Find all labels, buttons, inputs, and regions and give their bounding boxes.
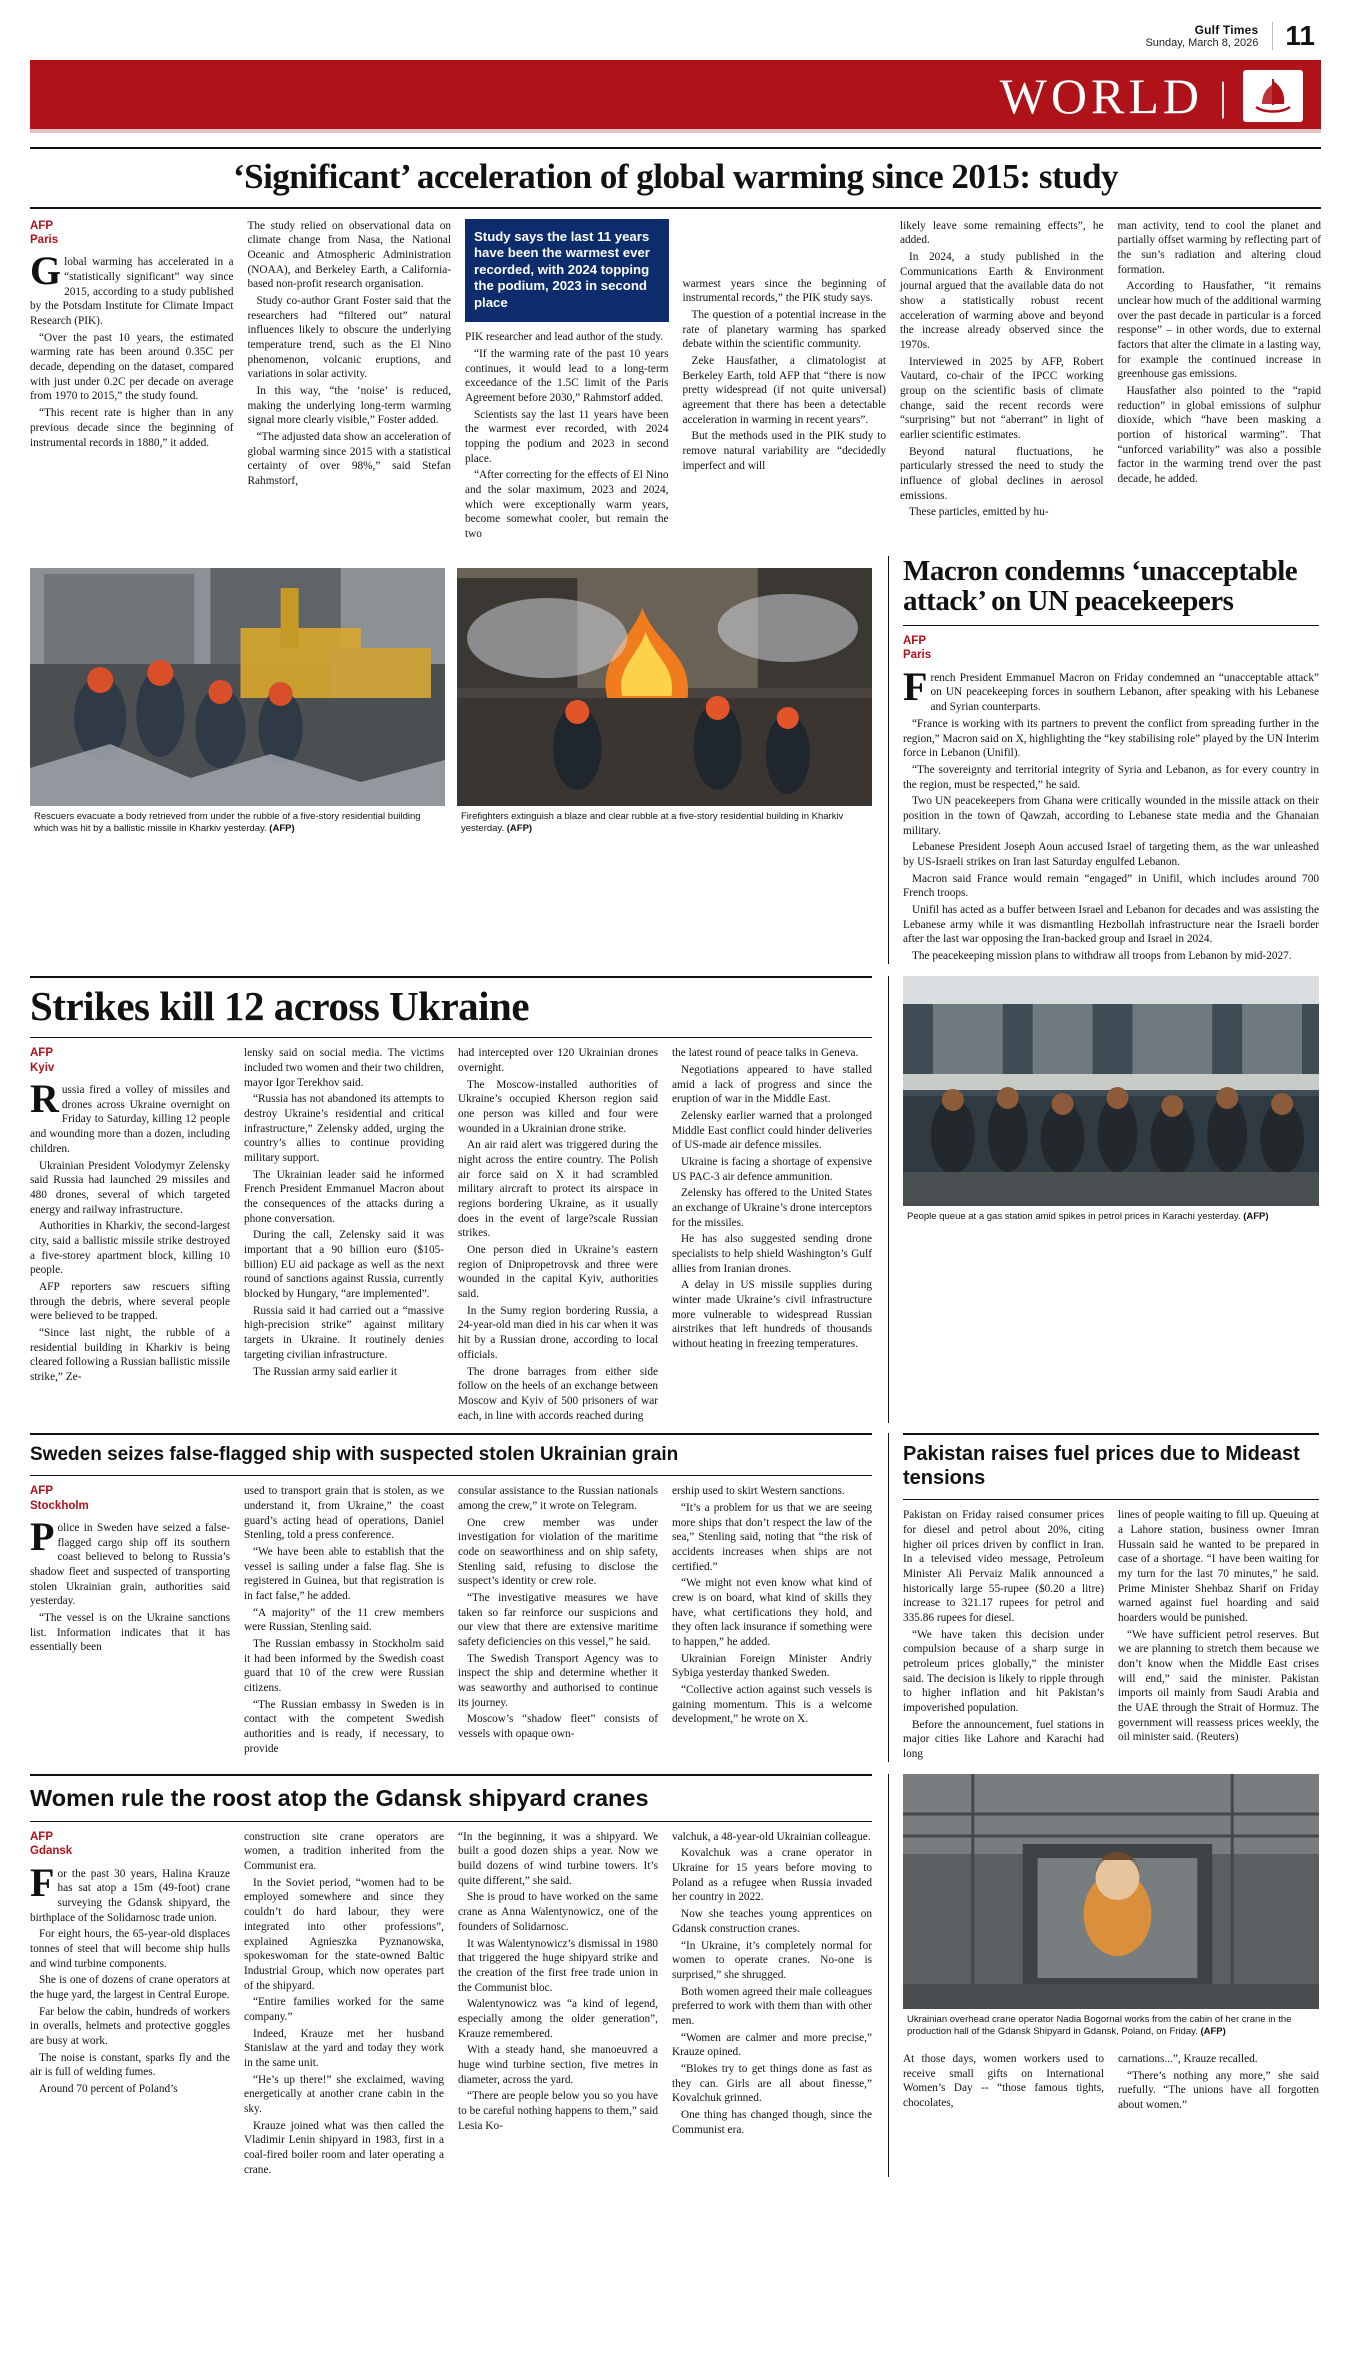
story-sweden-under-rule xyxy=(30,1475,872,1476)
paragraph: The peacekeeping mission plans to withdraw all troops from Lebanon by mid-2027. xyxy=(912,949,1292,962)
paragraph: “In the beginning, it was a shipyard. We built a good dozen ships a year. Now we build dozens of wind turbine towers. It’s quite different,” she said. xyxy=(458,1830,658,1887)
paragraph: The study relied on observational data on climate change from Nasa, the National Oceanic and Atmospheric Administration (NOAA), and Berkeley Earth, a California-based non-profit research organisation. xyxy=(247,219,451,291)
story-climate-col-2 xyxy=(248,219,452,542)
paragraph: “There are people below you so you have to be careful nothing happens to them,” said Lesia Ko- xyxy=(458,2090,658,2132)
paragraph: Zelensky earlier warned that a prolonged Middle East conflict could hinder deliveries of US-made air defence missiles. xyxy=(672,1110,872,1152)
paragraph: “Russia has not abandoned its attempts to destroy Ukraine’s residential and critical infrastructure,” Zelensky added, urging the country’s allies to continue providing military support. xyxy=(244,1093,444,1165)
paragraph: warmest years since the beginning of instrumental records,” the PIK study says. xyxy=(682,277,886,305)
paragraph: A delay in US missile supplies during winter made Ukraine’s civil infrastructure more vulnerable to widespread Russian airstrikes that left hundreds of thousands without heating in freezing temperatures. xyxy=(672,1279,872,1351)
story-climate-col-4 xyxy=(683,219,887,542)
story-sweden-col3-text xyxy=(458,1484,658,1741)
photo-fuel-queue xyxy=(903,976,1319,1206)
story-strikes-headline: Strikes kill 12 across Ukraine xyxy=(30,982,530,1029)
story-strikes-col-4 xyxy=(672,1046,872,1423)
byline-place: Paris xyxy=(30,234,59,247)
story-women-under-rule xyxy=(30,1821,872,1822)
paragraph: construction site crane operators are women, a tradition inherited from the Communist era. xyxy=(244,1830,444,1873)
caption-text: Ukrainian overhead crane operator Nadia Bogornal works from the cabin of her crane in the production hall of the Gdansk Shipyard in Gdansk, Poland, on Friday. xyxy=(907,2013,1292,2037)
paragraph: These particles, emitted by hu- xyxy=(909,506,1049,519)
paragraph: Both women agreed their male colleagues preferred to work with them than with other men. xyxy=(672,1985,872,2027)
byline-agency: AFP xyxy=(30,1830,53,1843)
caption-credit: (AFP) xyxy=(1243,1210,1269,1222)
photo-strip xyxy=(30,568,872,841)
story-women-overflow-columns xyxy=(903,2052,1319,2113)
caption-text: Firefighters extinguish a blaze and clear rubble at a five-story residential building in Kharkiv yesterday. xyxy=(461,810,844,834)
paragraph: “The investigative measures we have taken so far reinforce our suspicions and our view that there are extensive maritime safety deficiencies on this vessel,” he said. xyxy=(458,1591,658,1648)
story-pakistan-col-1 xyxy=(903,1508,1104,1761)
crane-photo-block xyxy=(888,1774,1319,2177)
story-macron-headline: Macron condemns ‘unacceptable attack’ on UN peacekeepers xyxy=(903,554,1298,618)
paragraph: Study co-author Grant Foster said that the researchers had “filtered out” natural influences likely to obscure the underlying temperature trend, such as the El Nino phenomenon, volcanic eruptions, and variations in solar activity. xyxy=(247,295,451,381)
story-strikes-col-1 xyxy=(30,1046,230,1423)
section-title: WORLD xyxy=(999,68,1203,124)
story-strikes-col2-text xyxy=(244,1046,444,1379)
paragraph: At those days, women workers used to receive small gifts on International Women’s Day -- “those famous tights, chocolates, xyxy=(903,2053,1104,2110)
paragraph: “In Ukraine, it’s completely normal for women to operate cranes. No-one is surprised,” she shrugged. xyxy=(672,1939,872,1981)
paragraph: But the methods used in the PIK study to remove natural variability are “decidedly imperfect and will xyxy=(682,430,886,472)
paragraph: AFP reporters saw rescuers sifting through the debris, where several people were believed to be trapped. xyxy=(30,1280,230,1323)
section-band-shadow xyxy=(30,129,1321,133)
story-macron xyxy=(888,556,1319,964)
paragraph: French President Emmanuel Macron on Friday condemned an “unacceptable attack” on UN peacekeeping forces in southern Lebanon, after speaking with his Lebanese and Syrian counterparts. xyxy=(903,663,1319,714)
paragraph: With a steady hand, she manoeuvred a huge wind turbine section, five metres in diameter, across the yard. xyxy=(458,2044,658,2086)
paragraph: “It’s a problem for us that we are seeing more ships that don’t respect the law of the sea,” Stenling said, noting that “the risk of accidents increases when ships are not certified.” xyxy=(672,1501,872,1573)
story-women xyxy=(30,1774,872,2177)
story-pakistan-headline: Pakistan raises fuel prices due to Mideast tensions xyxy=(903,1443,1300,1489)
story-climate-headline: ‘Significant’ acceleration of global warming since 2015: study xyxy=(232,157,1119,196)
paragraph: Russia fired a volley of missiles and drones across Ukraine overnight on Friday to Saturday, killing 12 people and wounding more than a dozen, including children. xyxy=(30,1076,230,1155)
photo-fuel-caption xyxy=(903,1206,1319,1229)
paragraph: The Russian army said earlier it xyxy=(253,1365,397,1378)
women-and-crane-row xyxy=(30,1774,1321,2177)
publication-date: Sunday, March 8, 2026 xyxy=(1145,37,1259,50)
paragraph: Authorities in Kharkiv, the second-largest city, said a ballistic missile strike destroyed a five-storey apartment block, killing 10 people. xyxy=(30,1220,230,1277)
story-pakistan-col1-text xyxy=(903,1508,1104,1761)
paragraph: Lebanese President Joseph Aoun accused Israel of targeting them, as the war unleashed by US-Israeli strikes on Iran last Saturday engulfed Lebanon. xyxy=(903,841,1319,868)
story-women-col-2 xyxy=(244,1830,444,2177)
paragraph: For eight hours, the 65-year-old displaces tonnes of steel that will become ship hulls and wind turbine components. xyxy=(30,1928,230,1970)
paragraph: The question of a potential increase in the rate of planetary warming has sparked debate within the scientific community. xyxy=(682,309,886,351)
paragraph: Before the announcement, fuel stations in major cities like Lahore and Karachi had long xyxy=(903,1718,1104,1761)
photo-strip-block xyxy=(30,556,872,964)
paragraph: It was Walentynowicz’s dismissal in 1980 that triggered the huge shipyard strike and the creation of the first free trade union in the Communist bloc. xyxy=(458,1937,658,1994)
paragraph: He has also suggested sending drone specialists to help shield Washington’s Gulf allies from Iranian drones. xyxy=(672,1233,872,1275)
byline-agency: AFP xyxy=(30,219,53,232)
paragraph: “The Russian embassy in Sweden is in contact with the competent Swedish authorities and is ready, if necessary, to provide xyxy=(244,1698,444,1755)
paragraph: “We have been able to establish that the vessel is sailing under a false flag. She is registered in Guinea, but that registration is in fact false,” he added. xyxy=(244,1545,444,1602)
caption-credit: (AFP) xyxy=(1200,2025,1226,2037)
story-pakistan-columns xyxy=(903,1508,1319,1761)
story-pakistan-under-rule xyxy=(903,1499,1319,1500)
story-strikes-col4-text xyxy=(672,1046,872,1351)
paragraph: Far below the cabin, hundreds of workers in overalls, helmets and protective goggles are busy at work. xyxy=(30,2005,230,2047)
story-climate-under-rule xyxy=(30,207,1321,209)
photo-firefighters xyxy=(457,568,872,806)
page-number: 11 xyxy=(1272,22,1315,50)
paragraph: likely leave some remaining effects”, he added. xyxy=(900,219,1104,247)
paragraph: She is one of dozens of crane operators at the huge yard, the largest in Central Europe. xyxy=(30,1974,230,2001)
paragraph: “This recent rate is higher than in any previous decade since the beginning of instrumental records in 1880,” it added. xyxy=(30,407,234,449)
caption-text: People queue at a gas station amid spikes in petrol prices in Karachi yesterday. xyxy=(907,1210,1244,1222)
paragraph: Ukrainian President Volodymyr Zelensky said Russia had launched 29 missiles and 480 drones, several of which targeted energy and railway infrastructure. xyxy=(30,1159,230,1216)
photos-and-macron-row xyxy=(30,556,1321,964)
byline-agency: AFP xyxy=(903,635,926,648)
paragraph: The Ukrainian leader said he informed French President Emmanuel Macron about the consequences of the attacks during a phone conversation. xyxy=(244,1168,444,1225)
story-climate-col-6 xyxy=(1118,219,1322,542)
paragraph: Unifil has acted as a buffer between Israel and Lebanon for decades and was assisting the Lebanese army while it was dismantling Hezbollah infrastructure near the Israeli border after the last war opposing the Iran-backed group and Israel in 2024. xyxy=(903,903,1319,946)
story-strikes-col-2 xyxy=(244,1046,444,1423)
story-climate-col-1 xyxy=(30,219,234,542)
story-women-col-3 xyxy=(458,1830,658,2177)
story-climate-col5-text xyxy=(900,219,1104,520)
story-macron-text xyxy=(903,663,1320,964)
paragraph: “Collective action against such vessels is gaining momentum. This is a welcome development,” he wrote on X. xyxy=(672,1683,872,1726)
paragraph: Ukraine is facing a shortage of expensive US PAC-3 air defence ammunition. xyxy=(672,1156,872,1183)
story-climate-columns xyxy=(30,219,1321,542)
paragraph: According to Hausfather, “it remains unclear how much of the additional warming over the past decade in particular is a forced response” – in other words, due to external factors that alter the climate in a lasting way, for example the continued increase in greenhouse gas emissions. xyxy=(1117,280,1321,381)
paragraph: lines of people waiting to fill up. Queuing at a Lahore station, business owner Imran Hussain said he wanted to be prepared in case of a shortage. “I have been waiting for my turn for the last 70 minutes,” he said. Prime Minister Shehbaz Sharif on Friday warned against fuel hoarding and said hoarders would be punished. xyxy=(1118,1509,1319,1625)
story-women-col4-text xyxy=(672,1830,872,2137)
story-sweden-columns xyxy=(30,1484,872,1756)
story-sweden-col-3 xyxy=(458,1484,658,1756)
story-climate xyxy=(30,147,1321,542)
paragraph: had intercepted over 120 Ukrainian drones overnight. xyxy=(458,1047,658,1075)
paragraph: Hausfather also pointed to the “rapid reduction” in global emissions of sulphur dioxide, which “have been masking a portion of historical warming”. That “unforced variability” was also a possible factor in the warming trend over the past decade, he added. xyxy=(1117,385,1321,486)
caption-credit: (AFP) xyxy=(269,822,295,834)
byline-agency: AFP xyxy=(30,1047,53,1060)
paragraph: Zeke Hausfather, a climatologist at Berkeley Earth, told AFP that “there is now pretty widespread (if not quite universal) agreement that there has been a detectable acceleration in warming in recent years”. xyxy=(682,355,886,426)
paragraph: “Blokes try to get things done as fast as they can. Girls are all about finesse,” Kovalchuk grinned. xyxy=(672,2062,872,2105)
story-sweden-col-4 xyxy=(672,1484,872,1756)
paragraph: One person died in Ukraine’s eastern region of Dnipropetrovsk and three were wounded in the capital Kyiv, authorities said. xyxy=(458,1244,658,1301)
story-women-col-4 xyxy=(672,1830,872,2177)
caption-credit: (AFP) xyxy=(506,822,533,834)
paragraph: man activity, tend to cool the planet and partially offset warming by reflecting part of the sun’s radiation and altering cloud formation. xyxy=(1117,219,1321,276)
paragraph: “We have sufficient petrol reserves. But we are planning to stretch them because we don’t know when the Middle East crises will end,” said the minister. Pakistan imports oil mainly from Saudi Arabia and the UAE through the Strait of Hormuz. The government will reassess prices weekly, the oil minister said. (Reuters) xyxy=(1118,1628,1319,1744)
section-band xyxy=(30,63,1321,129)
story-women-columns xyxy=(30,1830,872,2177)
paragraph: For the past 30 years, Halina Krauze has sat atop a 15m (49-foot) crane surveying the Gdansk shipyard, the birthplace of the Solidarnosc trade union. xyxy=(30,1859,230,1924)
paragraph: “Women are calmer and more precise,” Krauze opined. xyxy=(672,2031,872,2059)
paragraph: “We might not even know what kind of crew is on board, what kind of skills they have, what certifications they hold, and they often lack insurance if something were to happen,” he added. xyxy=(672,1577,872,1648)
paragraph: consular assistance to the Russian nationals among the crew,” it wrote on Telegram. xyxy=(458,1485,658,1512)
story-climate-col-3 xyxy=(465,219,669,542)
story-sweden-col-1 xyxy=(30,1484,230,1756)
paragraph: “If the warming rate of the past 10 years continues, it would lead to a long-term exceedance of the 1.5C limit of the Paris Agreement before 2030,” Rahmstorf added. xyxy=(465,347,669,404)
photo-crane-caption xyxy=(903,2009,1319,2044)
paragraph: In this way, “the ‘noise’ is reduced, making the underlying long-term warming signal more clearly visible,” Foster added. xyxy=(247,385,451,427)
paragraph: Police in Sweden have seized a false-flagged cargo ship off its southern coast believed to belong to Russia’s shadow fleet and suspected of transporting stolen Ukrainian grain, authorities said yesterday. xyxy=(30,1513,230,1608)
paragraph: “After correcting for the effects of El Nino and the solar maximum, 2023 and 2024, which were exceptionally warm years, become somewhat cooler, but remain the two xyxy=(465,469,669,540)
paragraph: The noise is constant, sparks fly and the air is full of welding fumes. xyxy=(30,2051,230,2079)
paragraph: Indeed, Krauze met her husband Stanislaw at the yard and today they work in the same unit. xyxy=(244,2027,444,2069)
paragraph: “Since last night, the rubble of a residential building in Kharkiv is being cleared following a Russian ballistic missile strike,” Ze- xyxy=(30,1326,230,1383)
paragraph: The Swedish Transport Agency was to inspect the ship and determine whether it was seaworthy and authorised to continue its journey. xyxy=(458,1652,658,1709)
paragraph: Kovalchuk was a crane operator in Ukraine for 15 years before moving to Poland as a refugee when Russia invaded her country in 2022. xyxy=(672,1847,872,1904)
paragraph: PIK researcher and lead author of the study. xyxy=(465,331,664,344)
paragraph: carnations...”, Krauze recalled. xyxy=(1118,2053,1258,2066)
story-women-col5-text xyxy=(903,2052,1104,2111)
byline-place: Paris xyxy=(903,649,932,662)
story-women-col-6 xyxy=(1118,2052,1319,2113)
paragraph: Interviewed in 2025 by AFP, Robert Vautard, co-chair of the IPCC working group on the scientific basis of climate change, said the recent records were “surprising” but not “aberrant” in light of earlier scientific estimates. xyxy=(900,355,1104,442)
paragraph: the latest round of peace talks in Geneva. xyxy=(672,1047,859,1060)
story-women-col1-text xyxy=(30,1859,230,2097)
paragraph: “A majority” of the 11 crew members were Russian, Stenling said. xyxy=(244,1606,444,1634)
gulf-times-logo-icon xyxy=(1243,70,1303,122)
paragraph: “We have taken this decision under compulsion because of a sharp surge in petroleum prices globally,” the minister said. The decision is likely to ripple through to higher inflation and hit Pakistan’s impoverished population. xyxy=(903,1628,1104,1715)
paragraph: used to transport grain that is stolen, as we understand it, from Ukraine,” the coast guard’s acting head of operations, Daniel Stenling, told a press conference. xyxy=(244,1485,444,1542)
story-strikes-under-rule xyxy=(30,1037,872,1038)
paragraph: “The adjusted data show an acceleration of global warming since 2015 with a statistical certainty of over 98%,” said Stefan Rahmstorf, xyxy=(247,431,451,488)
section-divider: | xyxy=(1218,73,1227,119)
story-sweden-col4-text xyxy=(672,1484,872,1727)
byline-place: Stockholm xyxy=(30,1499,89,1512)
paragraph: Macron said France would remain “engaged” in Unifil, which includes around 700 French troops. xyxy=(903,872,1319,900)
story-climate-col-5 xyxy=(900,219,1104,542)
photo-firefighters-caption xyxy=(457,806,872,841)
paragraph: Russia said it had carried out a “massive high-precision strike” against military targets in Ukraine. It routinely denies targeting civilian infrastructure. xyxy=(244,1304,444,1361)
photo-rescuers xyxy=(30,568,445,806)
paragraph: Now she teaches young apprentices on Gdansk construction cranes. xyxy=(672,1908,872,1935)
story-sweden-col2-text xyxy=(244,1484,444,1756)
story-sweden-headline: Sweden seizes false-flagged ship with suspected stolen Ukrainian grain xyxy=(30,1444,679,1466)
story-pakistan xyxy=(888,1433,1319,1762)
paragraph: lensky said on social media. The victims included two women and their two children, mayor Igor Terekhov said. xyxy=(244,1047,444,1089)
story-strikes-col-3 xyxy=(458,1046,658,1423)
paragraph: In the Soviet period, “women had to be employed somewhere and since they couldn’t do hard labour, they were integrated into other professions”, explained Agnieszka Pyznanowska, spokeswoman for the state-owned Baltic Industrial Group, which now operates part of the shipyard. xyxy=(244,1876,444,1992)
fuel-photo-block xyxy=(888,976,1319,1424)
story-women-col-1 xyxy=(30,1830,230,2177)
byline-agency: AFP xyxy=(30,1485,53,1498)
paragraph: Global warming has accelerated in a “statistically significant” way since 2015, according to a study published by the Potsdam Institute for Climate Impact Research (PIK). xyxy=(30,248,234,328)
paragraph: valchuk, a 48-year-old Ukrainian colleague. xyxy=(672,1830,871,1843)
story-strikes-columns xyxy=(30,1046,872,1423)
story-pakistan-col2-text xyxy=(1118,1508,1319,1745)
story-women-col2-text xyxy=(244,1830,444,2177)
sweden-and-pakistan-row xyxy=(30,1433,1321,1762)
paragraph: The Russian embassy in Stockholm said it had been informed by the Swedish coast guard that 10 of the crew were Russian citizens. xyxy=(244,1637,444,1694)
paragraph: Around 70 percent of Poland’s xyxy=(39,2082,178,2095)
paragraph: In 2024, a study published in the Communications Earth & Environment journal argued that the available data do not show a statistically robust recent acceleration of warming above and beyond the increase already observed since the 1970s. xyxy=(900,251,1104,352)
masthead xyxy=(30,18,1321,56)
story-women-headline: Women rule the roost atop the Gdansk shipyard cranes xyxy=(30,1784,649,1811)
story-pakistan-col-2 xyxy=(1118,1508,1319,1761)
paragraph: “He’s up there!” she exclaimed, waving energetically at another crane cabin in the sky. xyxy=(244,2073,444,2115)
paragraph: Moscow’s “shadow fleet” consists of vessels with opaque own- xyxy=(458,1713,658,1740)
photo-crane-operator xyxy=(903,1774,1319,2009)
paragraph: The drone barrages from either side follow on the heels of an exchange between Moscow and Kyiv of 500 prisoners of war each, in line with accords reached during xyxy=(458,1365,658,1422)
paragraph: Walentynowicz was “a kind of legend, especially among the older generation”, Krauze remembered. xyxy=(458,1998,658,2040)
story-strikes-col3-text xyxy=(458,1046,658,1423)
story-sweden-col1-text xyxy=(30,1513,230,1655)
story-macron-rule xyxy=(903,625,1319,626)
story-climate-col2-text xyxy=(248,219,452,489)
paragraph: “Entire families worked for the same company.” xyxy=(244,1996,444,2023)
paragraph: Scientists say the last 11 years have been the warmest ever recorded, with 2024 topping the podium and 2023 in second place. xyxy=(465,408,669,465)
paragraph: Pakistan on Friday raised consumer prices for diesel and petrol about 20%, citing higher oil prices driven by conflict in Iran. In a televised video message, Petroleum Minister Ali Pervaiz Malik announced a historically large 55-rupee ($0.20 a litre) increase to 321.17 rupees for petrol and 335.86 rupees for diesel. xyxy=(903,1509,1104,1625)
paragraph: “France is working with its partners to prevent the conflict from spreading further in the region,” Macron said on X, highlighting the “key stabilising role” played by the UN Interim force in Lebanon (Unifil). xyxy=(903,717,1320,760)
story-women-col6-text xyxy=(1118,2052,1319,2113)
paragraph: One thing has changed though, since the Communist era. xyxy=(672,2108,872,2136)
byline-place: Gdansk xyxy=(30,1845,73,1858)
story-women-col3-text xyxy=(458,1830,658,2133)
photo-rescuers-caption xyxy=(30,806,445,841)
paragraph: ership used to skirt Western sanctions. xyxy=(672,1485,845,1498)
paragraph: The Moscow-installed authorities of Ukraine’s occupied Kherson region said one person was killed and four were wounded in a Ukrainian drone strike. xyxy=(458,1078,658,1135)
story-sweden xyxy=(30,1433,872,1762)
paragraph: In the Sumy region bordering Russia, a 24-year-old man died in his car when it was hit by a Russian drone, according to local officials. xyxy=(458,1304,658,1361)
paragraph: Ukrainian Foreign Minister Andriy Sybiga yesterday thanked Sweden. xyxy=(672,1652,872,1680)
paragraph: Two UN peacekeepers from Ghana were critically wounded in the missile attack on their position in the town of Qawzah, according to Lebanese state media and the Ghanaian military. xyxy=(903,795,1319,837)
paragraph: During the call, Zelensky said it was important that a 90 billion euro ($105-billion) EU aid package as well as the next round of sanctions against Russia, currently blocked by Hungary, “are implemented”. xyxy=(244,1229,444,1301)
story-women-col-5 xyxy=(903,2052,1104,2113)
paragraph: Zelensky has offered to the United States an exchange of Ukraine’s drone interceptors for the missiles. xyxy=(672,1187,872,1229)
story-climate-col1-text xyxy=(30,248,234,450)
byline-place: Kyiv xyxy=(30,1061,55,1074)
story-climate-deck: Study says the last 11 years have been the warmest ever recorded, with 2024 topping the podium, 2023 in second place xyxy=(465,219,669,323)
story-strikes-col1-text xyxy=(30,1076,230,1384)
paragraph: “Over the past 10 years, the estimated warming rate has been around 0.35C per decade, depending on the dataset, compared with just under 0.2C per decade on average from 1970 to 2015,” the study found. xyxy=(30,331,234,403)
story-sweden-col-2 xyxy=(244,1484,444,1756)
paragraph: “There’s nothing any more,” she said ruefully. “The unions have all forgotten about women.” xyxy=(1118,2069,1319,2112)
paragraph: “The sovereignty and territorial integrity of Syria and Lebanon, as for every country in the region, must be respected,” he said. xyxy=(903,763,1319,791)
paragraph: Negotiations appeared to have stalled amid a lack of progress and since the eruption of war in the Middle East. xyxy=(672,1064,872,1106)
story-climate-col3-text xyxy=(465,330,669,541)
paragraph: Beyond natural fluctuations, he particularly stressed the need to study the influence of global declines in aerosol emissions. xyxy=(900,445,1104,502)
story-strikes xyxy=(30,976,872,1424)
story-climate-col6-text xyxy=(1118,219,1322,487)
paragraph: One crew member was under investigation for violation of the maritime code on seaworthiness and on ship safety, Stenling said, refusing to disclose the suspect’s identity or crew role. xyxy=(458,1516,658,1588)
caption-text: Rescuers evacuate a body retrieved from under the rubble of a five-story residential building which was hit by a ballistic missile in Kharkiv yesterday. xyxy=(34,810,421,834)
paper-name: Gulf Times xyxy=(1194,22,1259,37)
story-climate-col4-text xyxy=(683,219,887,474)
paragraph: She is proud to have worked on the same crane as Anna Walentynowicz, one of the founders of Solidarnosc. xyxy=(458,1891,658,1933)
paragraph: Krauze joined what was then called the Vladimir Lenin shipyard in 1983, first in a coal-fired boiler room and later operating a crane. xyxy=(244,2119,444,2176)
strikes-and-fuel-row xyxy=(30,976,1321,1424)
paragraph: An air raid alert was triggered during the night across the entire country. The Polish air force said on X it had scrambled military aircraft to protect its airspace in regions bordering Ukraine, as it usually does in the event of large?scale Russian strikes. xyxy=(458,1139,658,1240)
masthead-meta xyxy=(1145,24,1258,50)
paragraph: “The vessel is on the Ukraine sanctions list. Information indicates that it has essentially been xyxy=(30,1611,230,1654)
